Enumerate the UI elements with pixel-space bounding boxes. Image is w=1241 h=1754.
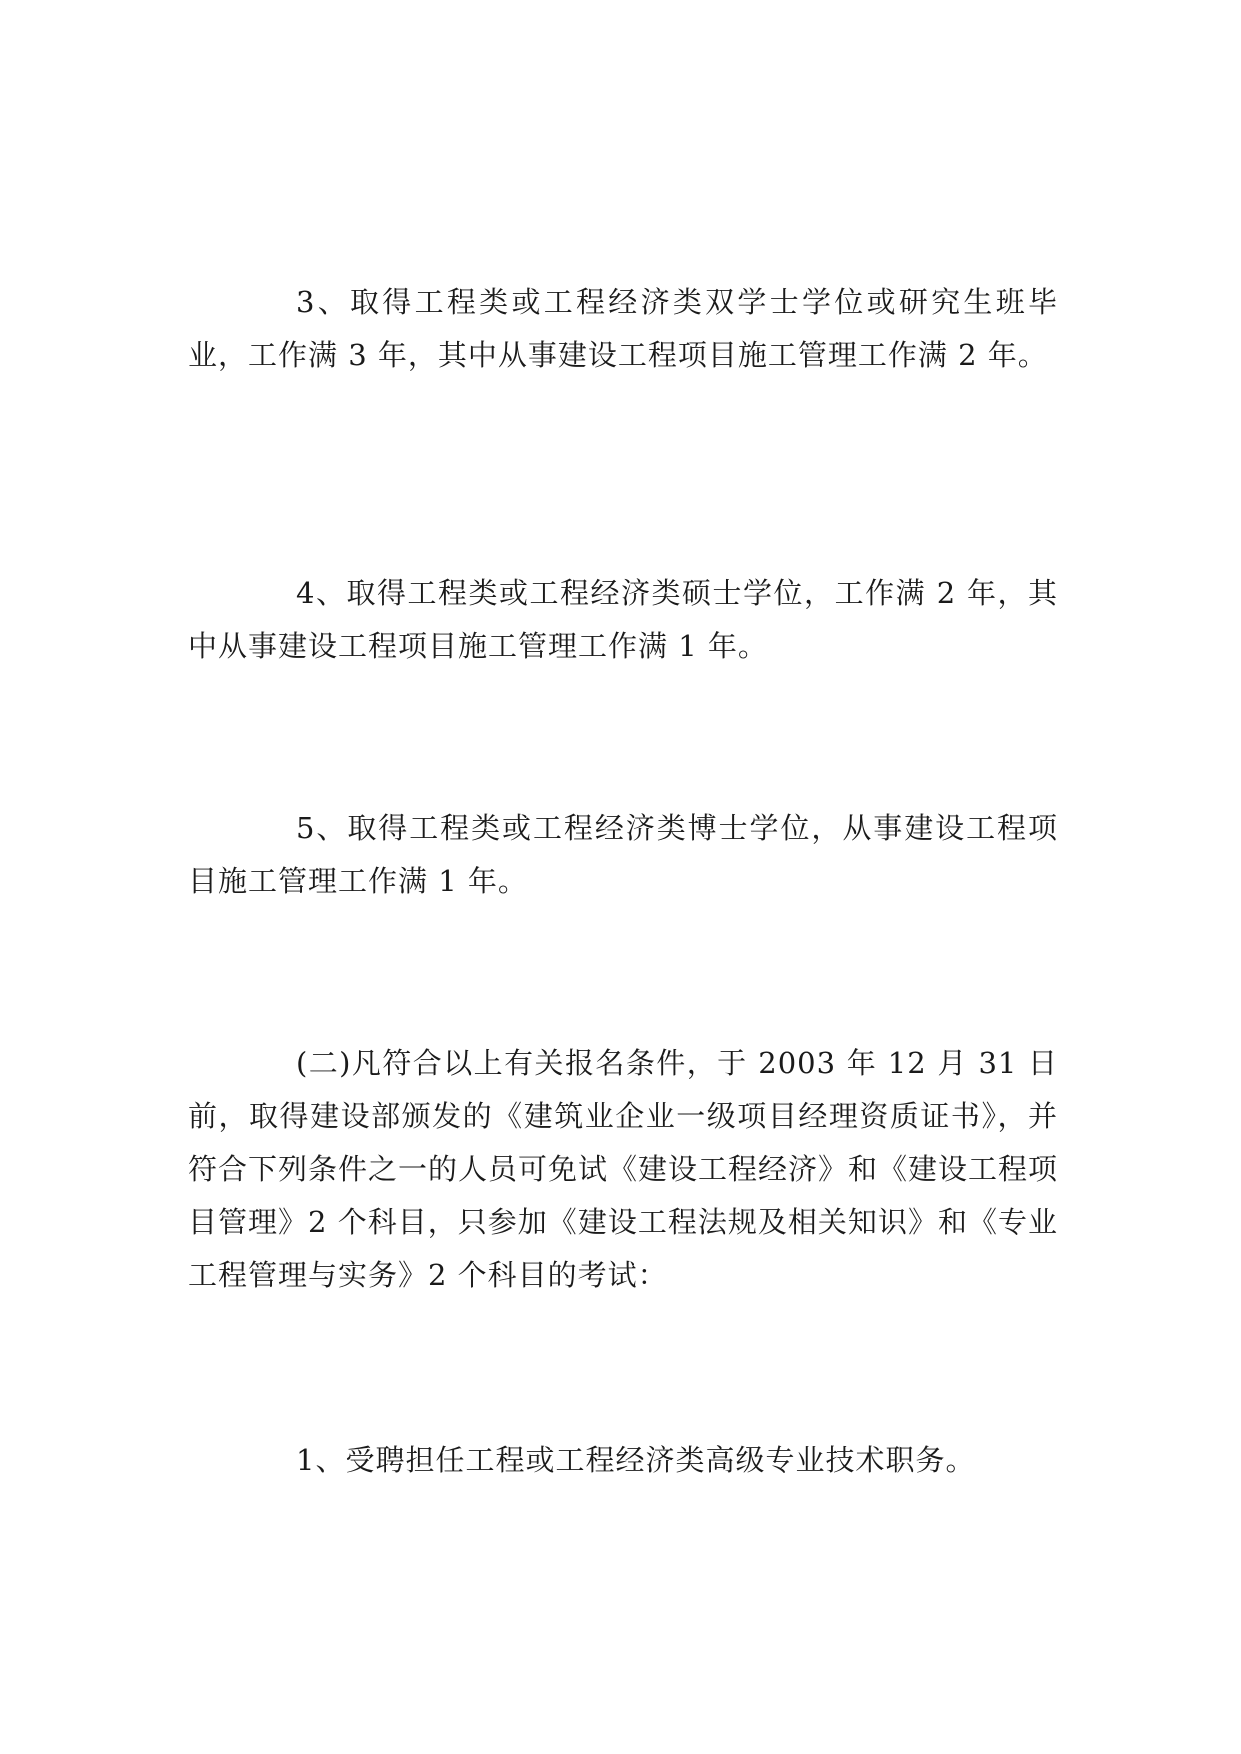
paragraph-item-4: 4、取得工程类或工程经济类硕士学位，工作满 2 年，其中从事建设工程项目施工管理工作满 1 年。	[188, 576, 1058, 663]
paragraph-item-3: 3、取得工程类或工程经济类双学士学位或研究生班毕业，工作满 3 年，其中从事建设工程项目施工管理工作满 2 年。	[188, 285, 1058, 372]
paragraph-item-1: 1、受聘担任工程或工程经济类高级专业技术职务。	[296, 1443, 976, 1477]
paragraph-item-5: 5、取得工程类或工程经济类博士学位，从事建设工程项目施工管理工作满 1 年。	[188, 811, 1058, 898]
paragraph-section-2: (二)凡符合以上有关报名条件，于 2003 年 12 月 31 日前，取得建设部颁发的《建筑业企业一级项目经理资质证书》，并符合下列条件之一的人员可免试《建设工程经济》和《建设工程项目管理》2 个科目，只参加《建设工程法规及相关知识》和《专业工程管理与实务》2 个科目的考试：	[188, 1046, 1059, 1292]
